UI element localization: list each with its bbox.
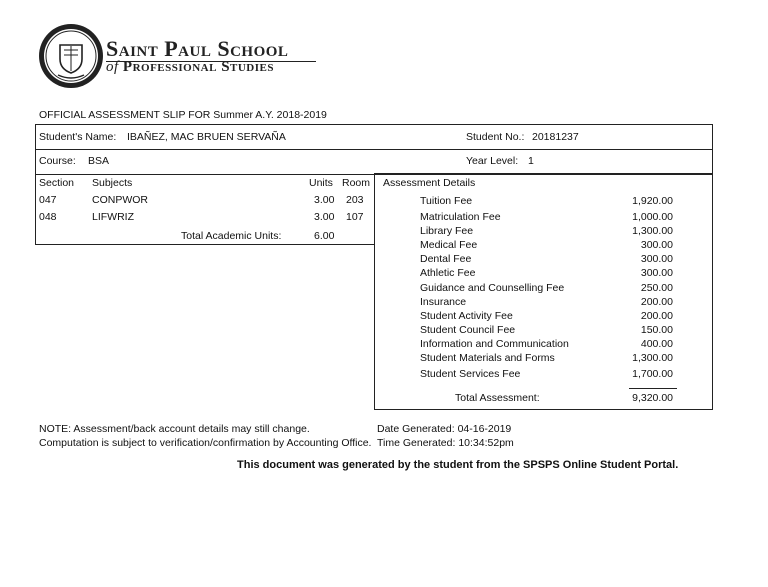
total-units-value: 6.00 [314,230,335,242]
student-name: IBAÑEZ, MAC BRUEN SERVAÑA [127,131,286,143]
student-no-label: Student No.: [466,131,525,143]
date-generated-label: Date Generated: [377,423,455,435]
school-seal-logo [38,23,104,89]
fee-amount: 1,920.00 [632,195,673,207]
time-generated-value: 10:34:52pm [458,437,514,449]
date-generated [377,423,511,435]
school-name-logo [106,36,289,75]
student-name-label: Student's Name: [39,131,117,143]
subject-units: 3.00 [314,211,335,223]
subject-section: 048 [39,211,57,223]
subjects-left-border [35,173,36,245]
total-assessment-label: Total Assessment: [455,392,540,404]
fee-amount: 200.00 [640,296,673,308]
total-units-label: Total Academic Units: [181,230,282,242]
student-no: 20181237 [532,131,579,143]
assessment-header: Assessment Details [383,177,476,189]
col-header-section: Section [39,177,75,189]
fee-amount: 1,000.00 [632,211,673,223]
subject-room: 107 [346,211,364,223]
subjects-bottom-border [35,244,375,245]
year-level-label: Year Level: [466,155,519,167]
fee-name: Student Activity Fee [420,310,513,322]
fee-name: Athletic Fee [420,267,476,279]
portal-footer-note: This document was generated by the student from the SPSPS Online Student Portal. [237,459,679,471]
col-header-subjects: Subjects [92,177,133,189]
course-label: Course: [39,155,76,167]
fee-name: Student Materials and Forms [420,352,555,364]
total-rule [629,388,677,389]
fee-amount: 1,300.00 [632,225,673,237]
total-assessment-value: 9,320.00 [632,392,673,404]
fee-name: Information and Communication [420,338,569,350]
fee-amount: 300.00 [640,239,673,251]
fee-amount: 200.00 [640,310,673,322]
time-generated [377,437,514,449]
fee-name: Student Services Fee [420,368,521,380]
note-line1: NOTE: Assessment/back account details may still change. [39,423,310,435]
subject-section: 047 [39,194,57,206]
col-header-units: Units [309,177,333,189]
col-header-room: Room [342,177,371,189]
fee-name: Medical Fee [420,239,478,251]
fee-name: Tuition Fee [420,195,473,207]
fee-amount: 300.00 [640,267,673,279]
fee-amount: 400.00 [640,338,673,350]
fee-name: Library Fee [420,225,474,237]
year-level-value: 1 [528,155,534,167]
note-line2: Computation is subject to verification/confirmation by Accounting Office. [39,437,372,449]
subject-room: 203 [346,194,364,206]
subject-name: CONPWOR [92,194,148,206]
school-name-line2 [106,59,274,76]
fee-name: Matriculation Fee [420,211,501,223]
school-name-line1: Saint Paul School [106,36,289,61]
fee-amount: 250.00 [640,282,673,294]
school-name-line2-text: Professional Studies [122,59,274,75]
course-value: BSA [88,155,110,167]
subject-name: LIFWRIZ [92,211,134,223]
fee-name: Dental Fee [420,253,472,265]
fee-amount: 1,700.00 [632,368,673,380]
time-generated-label: Time Generated: [377,437,456,449]
slip-title: OFFICIAL ASSESSMENT SLIP FOR Summer A.Y. 2018-2019 [39,109,327,121]
fee-amount: 1,300.00 [632,352,673,364]
fee-name: Insurance [420,296,467,308]
school-name-of: of [106,59,119,75]
subject-units: 3.00 [314,194,335,206]
fee-amount: 300.00 [640,253,673,265]
date-generated-value: 04-16-2019 [457,423,512,435]
fee-name: Student Council Fee [420,324,516,336]
fee-amount: 150.00 [640,324,673,336]
student-info-divider [35,149,713,150]
fee-name: Guidance and Counselling Fee [420,282,565,294]
